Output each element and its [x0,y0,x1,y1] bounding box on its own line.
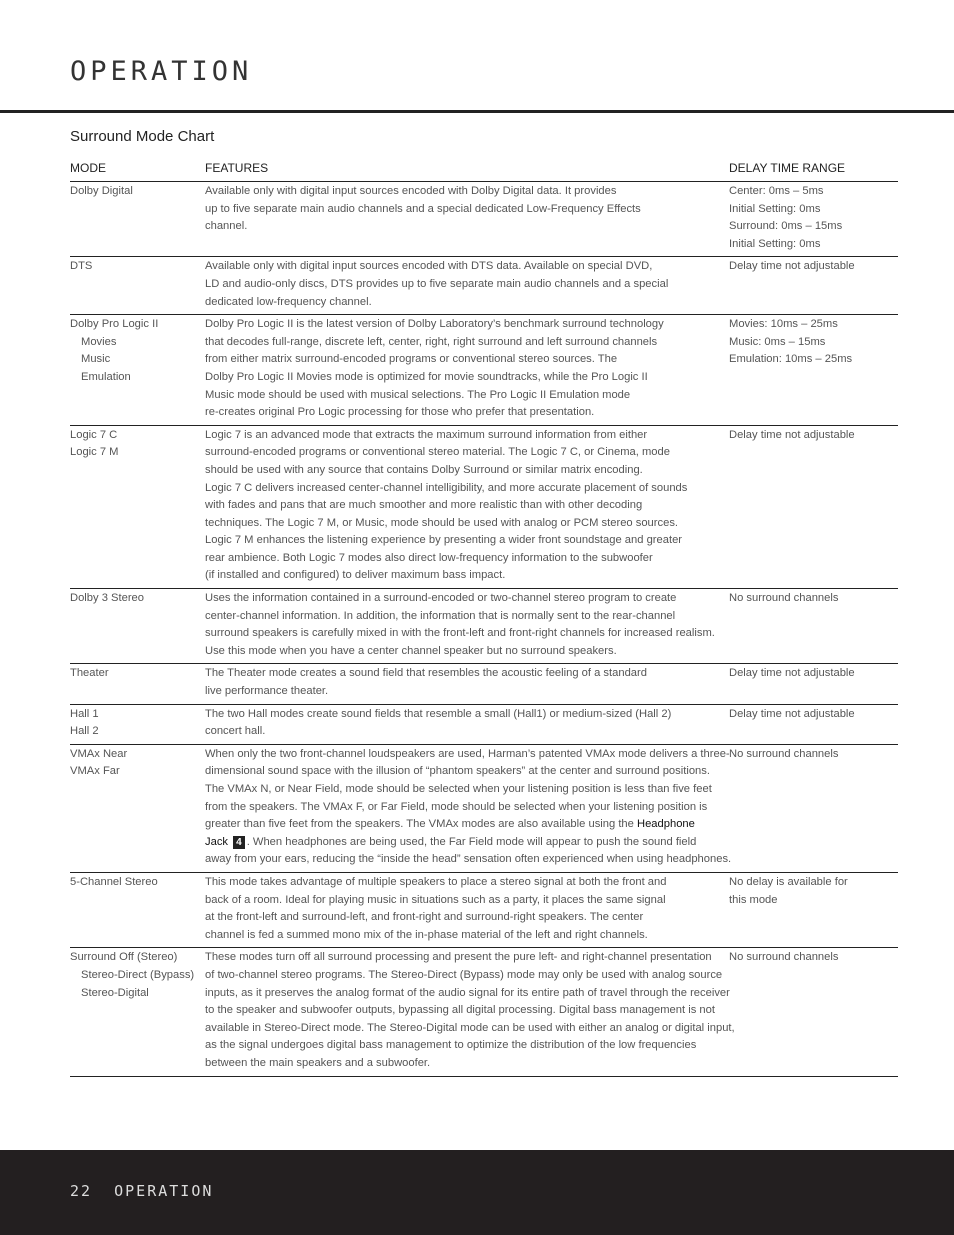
features-line: Logic 7 C delivers increased center-channel intelligibility, and more accurate placement of sounds [205,481,688,494]
features-line: When only the two front-channel loudspeakers are used, Harman’s patented VMAx mode delivers a three- [205,747,730,760]
features-line: from the speakers. The VMAx F, or Far Field, mode should be selected when your listening position is [205,800,708,813]
delay-line: Delay time not adjustable [729,428,855,441]
features-line: Dolby Pro Logic II Movies mode is optimized for movie soundtracks, while the Pro Logic II [205,370,648,383]
section-title: Surround Mode Chart [70,128,215,145]
features-line: should be used with any source that contains Dolby Surround or similar matrix encoding. [205,463,643,476]
page-header-title: OPERATION [70,56,253,87]
features-cell [205,664,729,700]
delay-line: Emulation: 10ms – 25ms [729,353,853,366]
table-row [70,873,898,948]
features-line: channel is fed a summed mono mix of the in-phase material of the left and right channels. [205,928,648,941]
table-row [70,745,898,873]
delay-cell [729,948,898,1072]
headphone-jack-reference: Headphone [637,818,695,831]
column-header-mode: MODE [70,161,106,175]
features-line: surround-encoded programs or conventional stereo material. The Logic 7 C, or Cinema, mode [205,446,670,459]
mode-submode: Music [81,353,111,366]
features-cell [205,948,735,1072]
mode-cell [70,182,205,253]
features-line: that decodes full-range, discrete left, center, right, right surround and left surround channels [205,335,658,348]
features-line: as the signal undergoes digital bass management to optimize the distribution of the low frequencies [205,1039,697,1052]
features-line: Uses the information contained in a surround-encoded or two-channel stereo program to create [205,592,677,605]
features-cell [205,315,729,422]
mode-name: Dolby Digital [70,185,133,197]
features-line: at the front-left and surround-left, and front-right and surround-right speakers. The center [205,911,644,924]
mode-name: Dolby Pro Logic II [70,318,159,331]
features-line: dimensional sound space with the illusion of “phantom speakers” at the center and surround positions. [205,765,710,778]
features-line: from either matrix surround-encoded programs or conventional stereo sources. The [205,353,618,366]
features-line [205,834,729,852]
features-line: (if installed and configured) to deliver maximum bass impact. [205,569,506,582]
features-line: techniques. The Logic 7 M, or Music, mode should be used with analog or PCM stereo sources. [205,516,679,529]
features-line: channel. [205,220,248,233]
features-line: surround speakers is carefully mixed in with the front-left and front-right channels for increased realism. [205,627,715,640]
features-line: with fades and pans that are much smoother and more realistic than with other decoding [205,499,643,512]
surround-mode-table [70,158,898,1077]
mode-cell [70,426,205,585]
delay-line: Delay time not adjustable [729,260,855,273]
features-line: re-creates original Pro Logic processing for those who prefer that presentation. [205,406,595,419]
delay-line: Delay time not adjustable [729,667,855,680]
delay-cell [729,426,898,585]
mode-cell [70,873,205,944]
table-row [70,182,898,257]
delay-cell [729,257,898,311]
features-line [205,816,729,834]
delay-cell [729,873,898,944]
features-text: . When headphones are being used, the Far Field mode will appear to push the sound field [246,835,697,848]
features-line: of two-channel stereo programs. The Stereo-Direct (Bypass) mode may only be used with analog source [205,968,723,981]
delay-line: Center: 0ms – 5ms [729,185,824,197]
mode-cell [70,664,205,700]
table-row [70,664,898,704]
features-cell [205,257,729,311]
delay-line: Initial Setting: 0ms [729,237,821,250]
features-line: The Theater mode creates a sound field that resembles the acoustic feeling of a standard [205,667,647,680]
features-line: away from your ears, reducing the “inside the head” sensation often experienced when using headphones. [205,853,732,866]
features-line: available in Stereo-Direct mode. The Stereo-Digital mode can be used with either an analog or digital input, [205,1021,735,1034]
table-header [70,158,898,182]
mode-name: Hall 1 [70,707,99,720]
features-line: dedicated low-frequency channel. [205,295,372,308]
features-line: to the speaker and subwoofer outputs, bypassing all digital processing. Digital bass management is not [205,1004,715,1017]
features-text: greater than five feet from the speakers. The VMAx modes are also available using the [205,818,634,831]
mode-name: Hall 2 [70,725,99,738]
features-line: back of a room. Ideal for playing music in situations such as a party, it places the same signal [205,893,666,906]
footer-text [70,1182,213,1200]
features-line: The VMAx N, or Near Field, mode should be selected when your listening position is less than five feet [205,783,712,795]
mode-name: Theater [70,667,109,680]
mode-cell [70,589,205,660]
header-rule [0,110,954,113]
delay-line: Movies: 10ms – 25ms [729,318,838,331]
features-line: concert hall. [205,725,266,738]
mode-cell [70,257,205,311]
mode-submode: Stereo-Direct (Bypass) [81,968,195,981]
delay-line: No delay is available for [729,875,848,888]
features-cell [205,745,732,869]
table-row [70,705,898,745]
delay-line: Initial Setting: 0ms [729,202,821,215]
mode-cell [70,315,205,422]
features-line: This mode takes advantage of multiple speakers to place a stereo signal at both the front and [205,875,667,888]
footer-section-label: OPERATION [114,1182,214,1200]
mode-name: 5-Channel Stereo [70,875,158,888]
table-row [70,589,898,664]
column-header-features: FEATURES [205,161,269,175]
delay-line: Music: 0ms – 15ms [729,335,826,348]
mode-cell [70,745,205,869]
delay-cell [729,182,898,253]
features-line: Logic 7 M enhances the listening experience by presenting a wider front soundstage and greater [205,534,683,547]
table-row [70,948,898,1076]
features-line: Music mode should be used with musical selections. The Pro Logic II Emulation mode [205,388,631,401]
features-line: up to five separate main audio channels and a special dedicated Low-Frequency Effects [205,202,641,215]
delay-cell [729,589,898,660]
features-line: Logic 7 is an advanced mode that extracts the maximum surround information from either [205,428,648,441]
table-row [70,257,898,315]
mode-name: DTS [70,260,93,273]
footer-bar [0,1150,954,1235]
features-line: These modes turn off all surround processing and present the pure left- and right-channel presentation [205,951,712,964]
delay-cell [729,315,898,422]
mode-submode: Movies [81,335,117,348]
features-line: between the main speakers and a subwoofer. [205,1056,431,1069]
mode-name: Dolby 3 Stereo [70,592,145,605]
mode-submode: Stereo-Digital [81,986,149,999]
features-cell [205,705,729,741]
delay-line: this mode [729,893,778,906]
column-header-delay: DELAY TIME RANGE [729,161,846,175]
features-line: inputs, as it preserves the analog format of the audio signal for its entire path of travel through the receiver [205,986,730,999]
delay-line: Delay time not adjustable [729,707,855,720]
jack-number-badge: 4 [233,836,245,849]
delay-line: Surround: 0ms – 15ms [729,220,843,233]
delay-cell [729,745,898,869]
features-line: Available only with digital input sources encoded with DTS data. Available on special DVD, [205,260,653,273]
mode-name: VMAx Far [70,765,120,778]
features-cell [205,426,729,585]
features-cell [205,873,729,944]
mode-name: VMAx Near [70,747,128,760]
features-cell [205,182,729,253]
mode-name: Logic 7 M [70,446,119,459]
features-line: LD and audio-only discs, DTS provides up to five separate main audio channels and a special [205,277,669,290]
mode-cell [70,705,205,741]
table-row [70,315,898,426]
delay-cell [729,664,898,700]
mode-submode: Emulation [81,370,131,383]
table-row [70,426,898,589]
features-cell [205,589,729,660]
features-line: rear ambience. Both Logic 7 modes also direct low-frequency information to the subwoofer [205,551,653,564]
mode-name: Logic 7 C [70,428,118,441]
mode-cell [70,948,205,1072]
mode-name: Surround Off (Stereo) [70,951,178,964]
page-number: 22 [70,1182,93,1200]
features-line: Dolby Pro Logic II is the latest version of Dolby Laboratory’s benchmark surround technology [205,318,664,331]
delay-line: No surround channels [729,951,839,964]
features-line: live performance theater. [205,685,329,698]
features-line: center-channel information. In addition, the information that is normally sent to the rear-channel [205,609,676,622]
delay-line: No surround channels [729,747,839,760]
delay-line: No surround channels [729,592,839,605]
features-line: Available only with digital input sources encoded with Dolby Digital data. It provides [205,185,617,197]
features-line: Use this mode when you have a center channel speaker but no surround speakers. [205,644,617,657]
delay-cell [729,705,898,741]
jack-word: Jack [205,835,229,848]
features-line: The two Hall modes create sound fields that resemble a small (Hall1) or medium-sized (Hall 2) [205,707,672,720]
